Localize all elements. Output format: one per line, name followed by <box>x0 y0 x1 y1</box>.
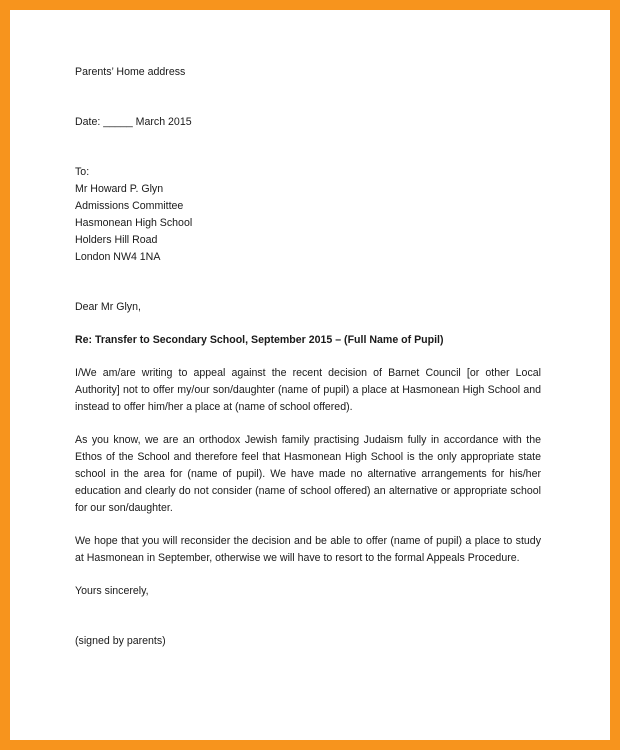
subject-line: Re: Transfer to Secondary School, September 2015 – (Full Name of Pupil) <box>75 334 444 346</box>
recipient-city-postcode: London NW4 1NA <box>75 251 161 263</box>
recipient-to-label: To: <box>75 166 90 178</box>
paragraph-appeal: I/We am/are writing to appeal against the recent decision of Barnet Council [or other Local Authority] not to offer my/our son/daughter (name of pupil) a place at Hasmonean High School and instead to offer him/her a place at (name of school offered). <box>75 367 541 413</box>
letter-page <box>10 10 610 740</box>
recipient-name: Mr Howard P. Glyn <box>75 183 164 195</box>
signature: (signed by parents) <box>75 635 166 647</box>
sender-address: Parents’ Home address <box>75 66 186 78</box>
recipient-block <box>75 164 541 266</box>
paragraph-reconsider: We hope that you will reconsider the decision and be able to offer (name of pupil) a place to study at Hasmonean in September, otherwise we will have to resort to the formal Appeals Procedure. <box>75 535 541 564</box>
recipient-school: Hasmonean High School <box>75 217 193 229</box>
closing: Yours sincerely, <box>75 585 149 597</box>
recipient-street: Holders Hill Road <box>75 234 158 246</box>
date-line: Date: _____ March 2015 <box>75 116 192 128</box>
recipient-department: Admissions Committee <box>75 200 184 212</box>
paragraph-ethos: As you know, we are an orthodox Jewish family practising Judaism fully in accordance with the Ethos of the School and therefore feel that Hasmonean High School is the only appropriate state school in the area for (name of pupil). We have made no alternative arrangements for his/her education and clearly do not consider (name of school offered) an alternative or appropriate school for our son/daughter. <box>75 434 541 514</box>
letter-body <box>75 64 541 650</box>
salutation: Dear Mr Glyn, <box>75 301 141 313</box>
